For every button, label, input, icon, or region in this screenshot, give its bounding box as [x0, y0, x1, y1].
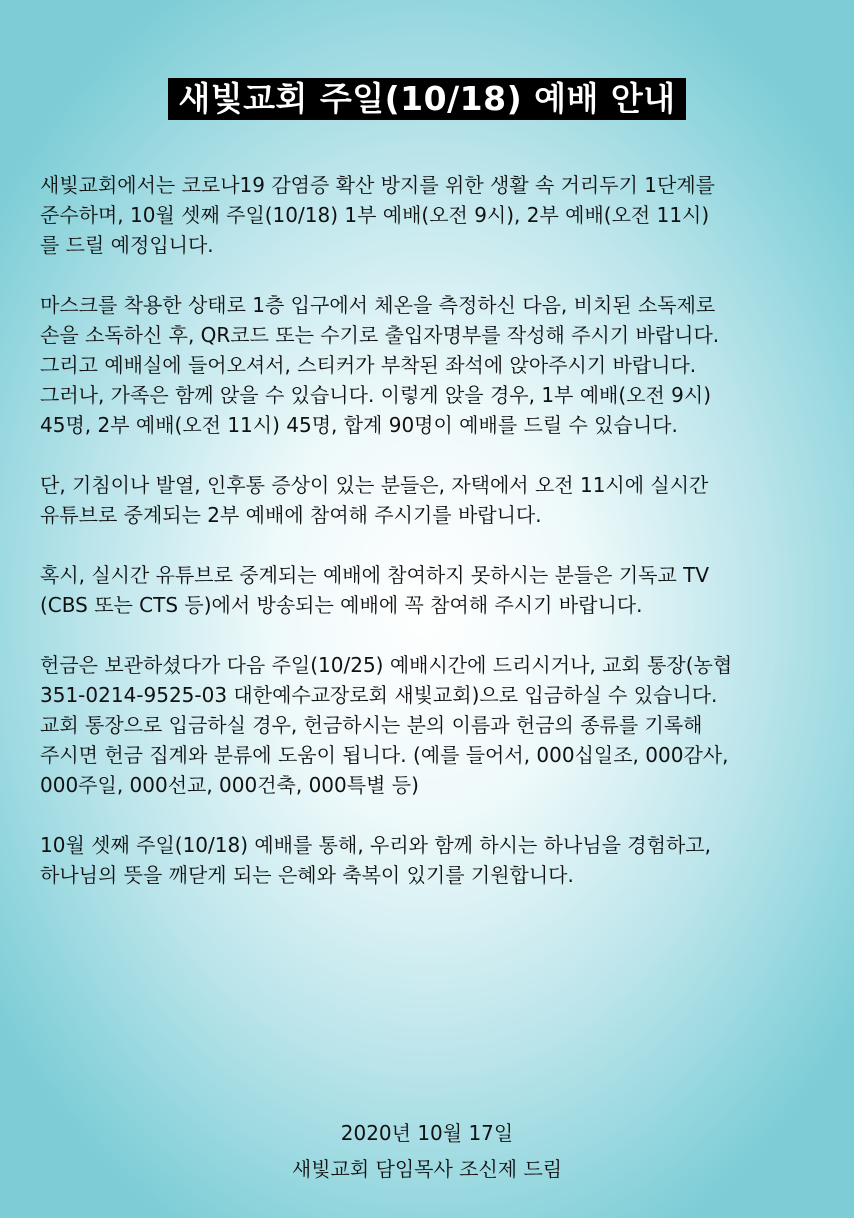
notice-body — [40, 170, 830, 920]
text-line: 새빛교회에서는 코로나19 감염증 확산 방지를 위한 생활 속 거리두기 1단계를 — [40, 173, 715, 197]
text-line: 000주일, 000선교, 000건축, 000특별 등) — [40, 773, 419, 797]
paragraph-symptoms — [40, 470, 830, 530]
paragraph-broadcast — [40, 560, 830, 620]
text-line: 351-0214-9525-03 대한예수교장로회 새빛교회)으로 입금하실 수 있습니다. — [40, 683, 718, 707]
text-line: 10월 셋째 주일(10/18) 예배를 통해, 우리와 함께 하시는 하나님을 경험하고, — [40, 833, 711, 857]
text-line: 하나님의 뜻을 깨닫게 되는 은혜와 축복이 있기를 기원합니다. — [40, 863, 574, 887]
paragraph-intro — [40, 170, 830, 260]
text-line: 주시면 헌금 집계와 분류에 도움이 됩니다. (예를 들어서, 000십일조, 000감사, — [40, 743, 729, 767]
text-line: (CBS 또는 CTS 등)에서 방송되는 예배에 꼭 참여해 주시기 바랍니다. — [40, 593, 643, 617]
text-line: 를 드릴 예정입니다. — [40, 233, 214, 257]
signature-author: 새빛교회 담임목사 조신제 드림 — [291, 1157, 563, 1181]
paragraph-entry-rules — [40, 290, 830, 440]
text-line: 손을 소독하신 후, QR코드 또는 수기로 출입자명부를 작성해 주시기 바랍니다. — [40, 323, 720, 347]
text-line: 교회 통장으로 입금하실 경우, 헌금하시는 분의 이름과 헌금의 종류를 기록해 — [40, 713, 703, 737]
text-line: 준수하며, 10월 셋째 주일(10/18) 1부 예배(오전 9시), 2부 예배(오전 11시) — [40, 203, 710, 227]
title-area — [0, 78, 854, 120]
text-line: 단, 기침이나 발열, 인후통 증상이 있는 분들은, 자택에서 오전 11시에 실시간 — [40, 473, 709, 497]
paragraph-blessing — [40, 830, 830, 890]
text-line: 45명, 2부 예배(오전 11시) 45명, 합계 90명이 예배를 드릴 수 있습니다. — [40, 413, 678, 437]
signature-date: 2020년 10월 17일 — [340, 1121, 514, 1145]
text-line: 마스크를 착용한 상태로 1층 입구에서 체온을 측정하신 다음, 비치된 소독제로 — [40, 293, 716, 317]
signature-block — [0, 1115, 854, 1187]
text-line: 그리고 예배실에 들어오셔서, 스티커가 부착된 좌석에 앉아주시기 바랍니다. — [40, 353, 697, 377]
text-line: 유튜브로 중계되는 2부 예배에 참여해 주시기를 바랍니다. — [40, 503, 542, 527]
text-line: 헌금은 보관하셨다가 다음 주일(10/25) 예배시간에 드리시거나, 교회 통장(농협 — [40, 653, 733, 677]
text-line: 그러나, 가족은 함께 앉을 수 있습니다. 이렇게 앉을 경우, 1부 예배(오전 9시) — [40, 383, 712, 407]
text-line: 혹시, 실시간 유튜브로 중계되는 예배에 참여하지 못하시는 분들은 기독교 TV — [40, 563, 710, 587]
page-title: 새빛교회 주일(10/18) 예배 안내 — [168, 78, 685, 120]
paragraph-offering — [40, 650, 830, 800]
